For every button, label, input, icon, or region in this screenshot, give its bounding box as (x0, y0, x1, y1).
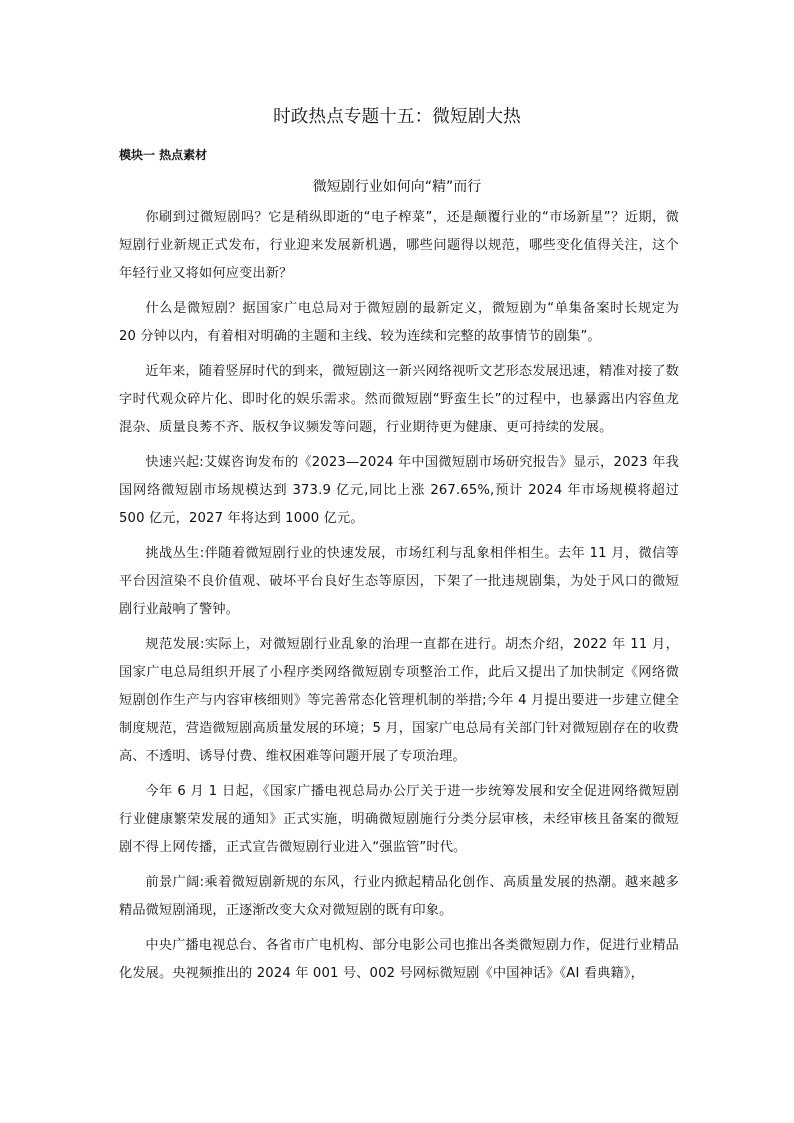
paragraph-background: 近年来，随着竖屏时代的到来，微短剧这一新兴网络视听文艺形态发展迅速，精准对接了数字时代观众碎片化、即时化的娱乐需求。然而微短剧“野蛮生长”的过程中，也暴露出内容鱼龙混杂、质量良莠不齐、版权争议频发等问题，行业期待更为健康、更可持续的发展。 (119, 364, 679, 435)
paragraph-new-rules: 今年 6 月 1 日起，《国家广播电视总局办公厅关于进一步统筹发展和安全促进网络微短剧行业健康繁荣发展的通知》正式实施，明确微短剧施行分类分层审核，未经审核且备案的微短剧不得上网传播，正式宣告微短剧行业进入“强监管”时代。 (119, 784, 679, 855)
article-body (119, 204, 679, 995)
paragraph-challenges: 挑战丛生:伴随着微短剧行业的快速发展，市场红利与乱象相伴相生。去年 11 月，微信等平台因渲染不良价值观、破坏平台良好生态等原因，下架了一批违规剧集，为处于风口的微短剧行业敲响了警钟。 (119, 546, 679, 617)
paragraph-definition: 什么是微短剧？据国家广电总局对于微短剧的最新定义，微短剧为“单集备案时长规定为 20 分钟以内，有着相对明确的主题和主线、较为连续和完整的故事情节的剧集”。 (119, 301, 679, 344)
article-title: 微短剧行业如何向“精”而行 (312, 179, 482, 195)
module-heading: 模块一 热点素材 (119, 148, 208, 162)
paragraph-quality-works: 中央广播电视总台、各省市广电机构、部分电影公司也推出各类微短剧力作，促进行业精品化发展。央视频推出的 2024 年 001 号、002 号网标微短剧《中国神话》《AI 看典籍》， (119, 938, 679, 981)
paragraph-prospects: 前景广阔:乘着微短剧新规的东风，行业内掀起精品化创作、高质量发展的热潮。越来越多精品微短剧涌现，正逐渐改变大众对微短剧的既有印象。 (119, 875, 679, 918)
paragraph-intro: 你刷到过微短剧吗？它是稍纵即逝的“电子榨菜”，还是颠覆行业的“市场新星”？近期，微短剧行业新规正式发布，行业迎来发展新机遇，哪些问题得以规范，哪些变化值得关注，这个年轻行业又将如何应变出新？ (119, 210, 679, 281)
paragraph-rapid-rise: 快速兴起:艾媒咨询发布的《2023—2024 年中国微短剧市场研究报告》显示，2023 年我国网络微短剧市场规模达到 373.9 亿元,同比上涨 267.65%,预计 2024 年市场规模将超过 500 亿元，2027 年将达到 1000 亿元。 (119, 455, 679, 526)
document-title: 时政热点专题十五：微短剧大热 (273, 107, 521, 127)
paragraph-regulation: 规范发展:实际上，对微短剧行业乱象的治理一直都在进行。胡杰介绍，2022 年 11 月，国家广电总局组织开展了小程序类网络微短剧专项整治工作，此后又提出了加快制定《网络微短剧创作生产与内容审核细则》等完善常态化管理机制的举措;今年 4 月提出要进一步建立健全制度规范，营造微短剧高质量发展的环境；5 月，国家广电总局有关部门针对微短剧存在的收费高、不透明、诱导付费、维权困难等问题开展了专项治理。 (119, 637, 679, 764)
